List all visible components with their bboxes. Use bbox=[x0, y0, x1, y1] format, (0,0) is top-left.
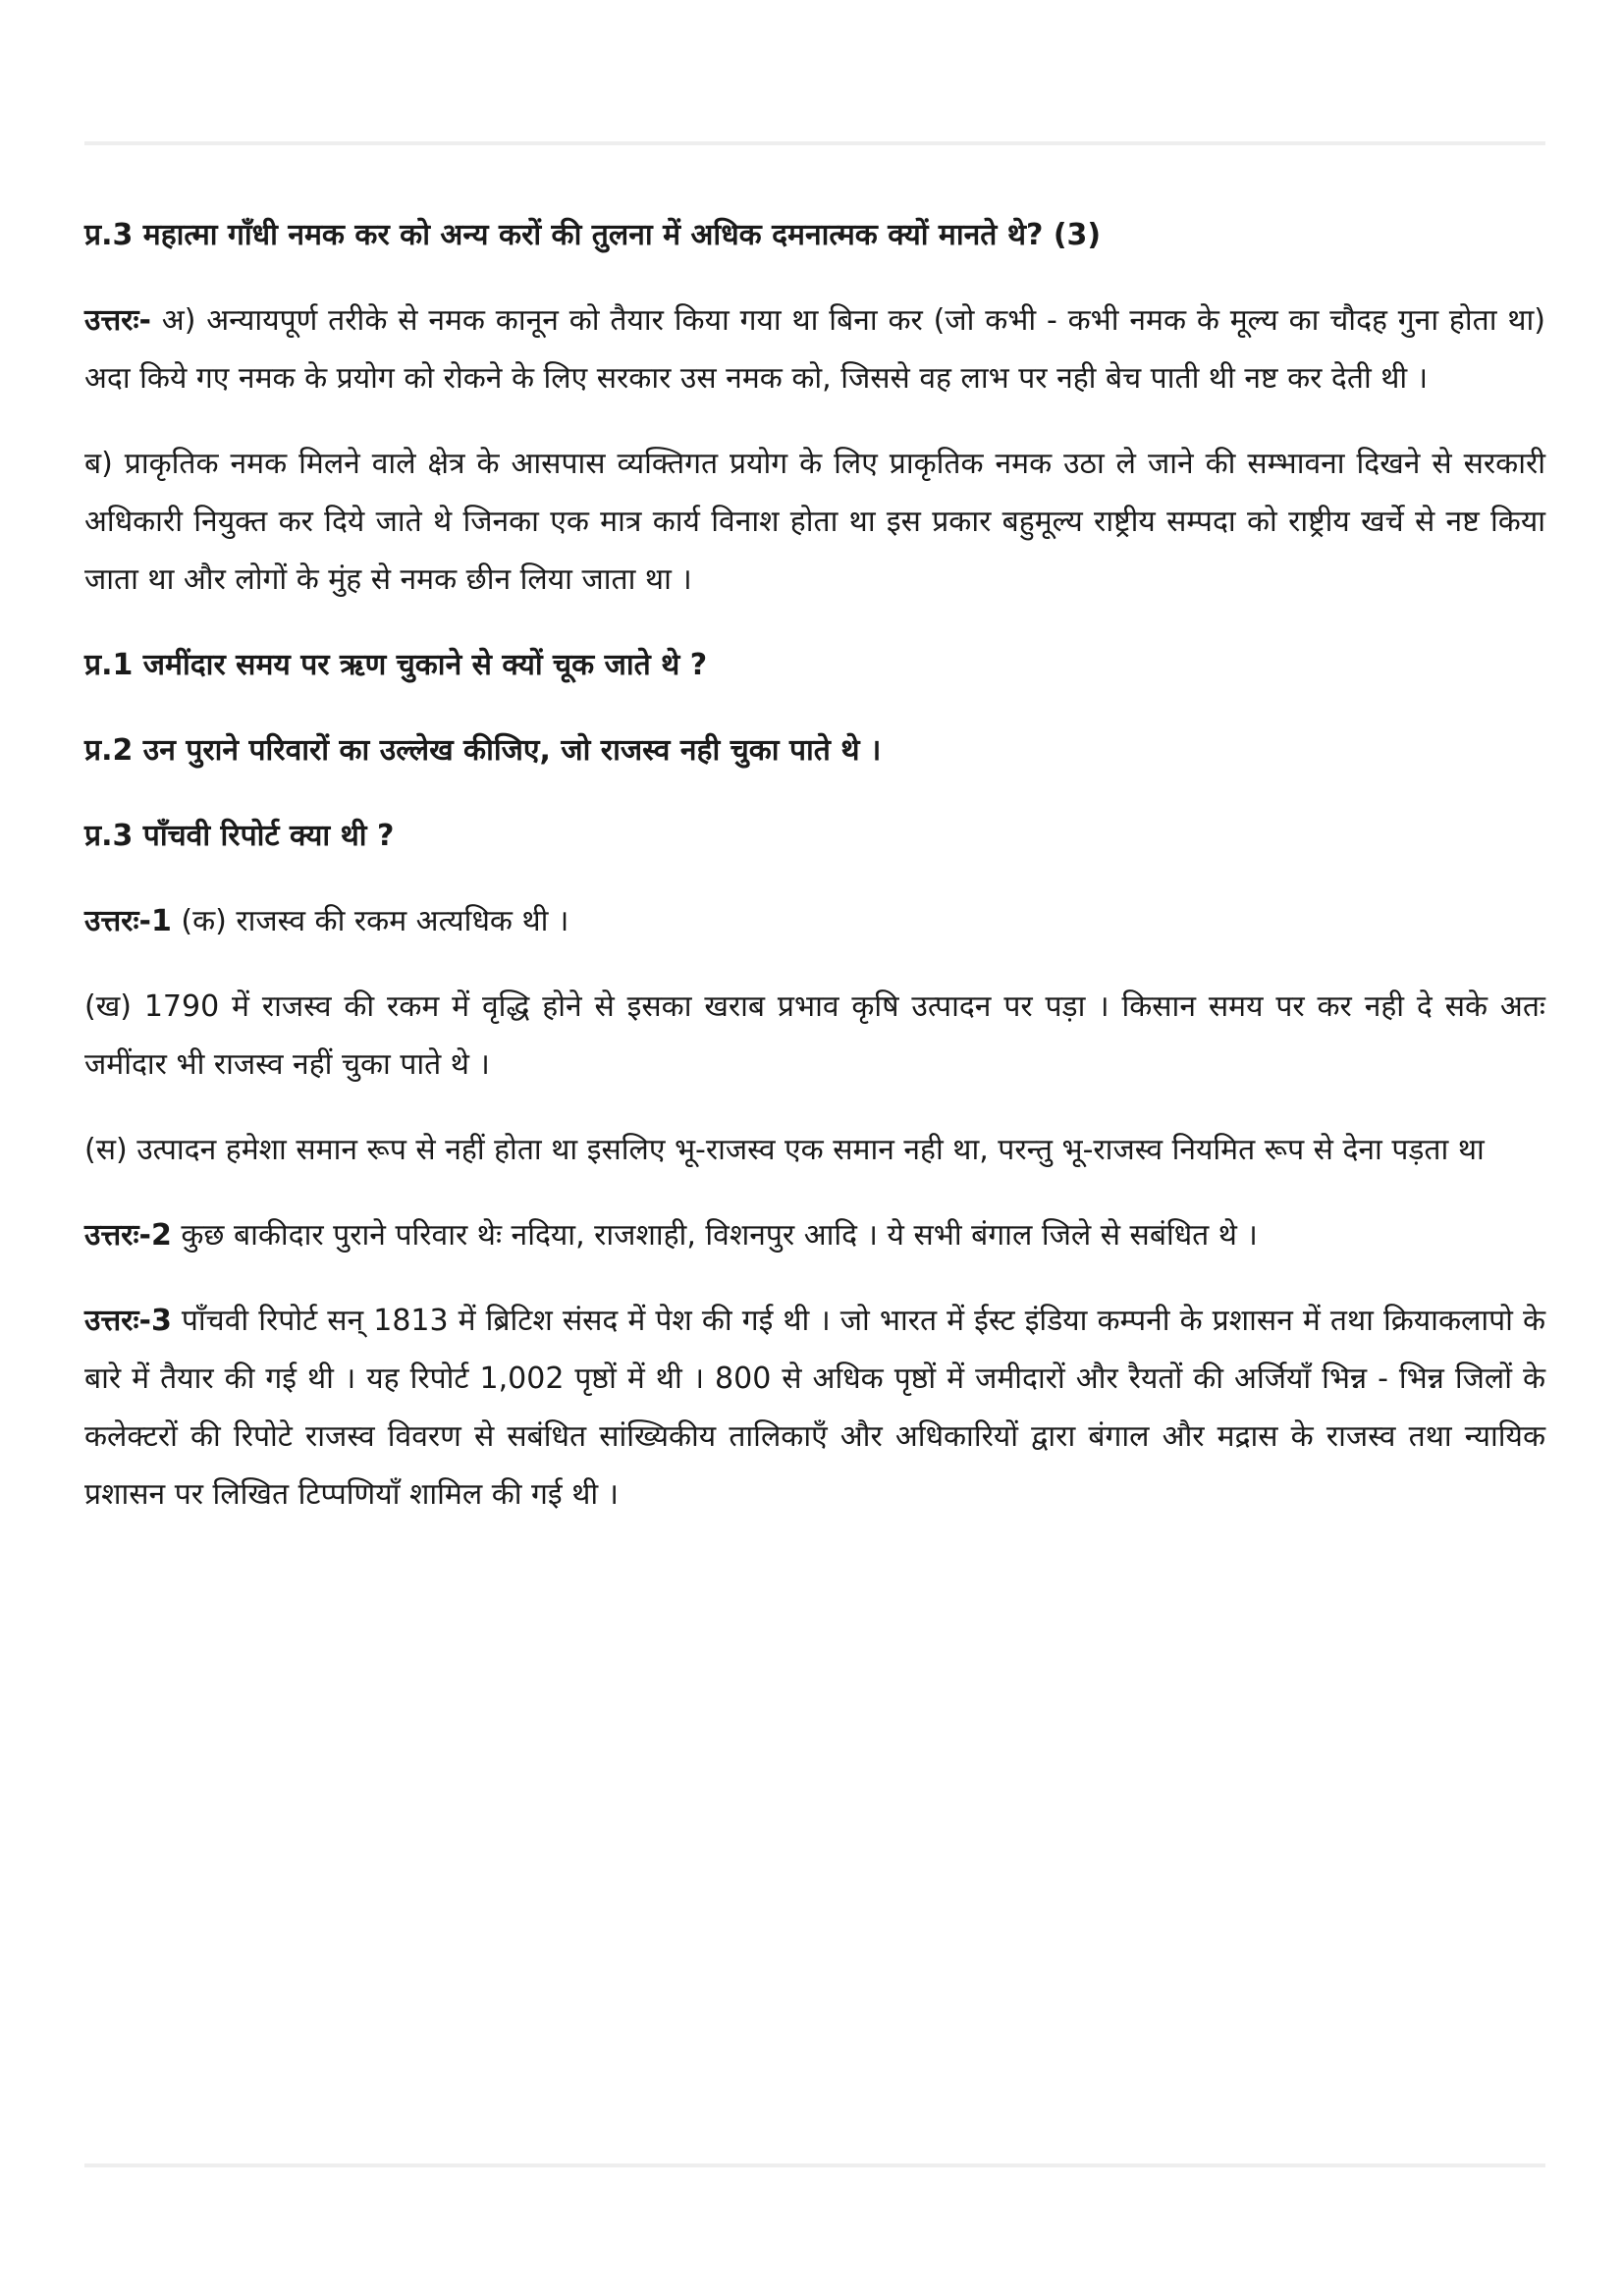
answer-3 bbox=[84, 1292, 1545, 1523]
answer-label: उत्तरः-1 bbox=[84, 904, 172, 938]
answer-gandhi-part-b: ब) प्राकृतिक नमक मिलने वाले क्षेत्र के आसपास व्यक्तिगत प्रयोग के लिए प्राकृतिक नमक उठा ले जाने की सम्भावना दिखने से सरकारी अधिकारी नियुक्त कर दिये जाते थे जिनका एक मात्र कार्य विनाश होता था इस प्रकार बहुमूल्य राष्ट्रीय सम्पदा को राष्ट्रीय खर्चे से नष्ट किया जाता था और लोगों के मुंह से नमक छीन लिया जाता था । bbox=[84, 447, 1545, 597]
document-body bbox=[84, 206, 1545, 1551]
answer-text: अ) अन्यायपूर्ण तरीके से नमक कानून को तैयार किया गया था बिना कर (जो कभी - कभी नमक के मूल्य का चौदह गुना होता था) अदा किये गए नमक के प्रयोग को रोकने के लिए सरकार उस नमक को, जिससे वह लाभ पर नही बेच पाती थी नष्ट कर देती थी । bbox=[84, 303, 1545, 396]
answer-text: पाँचवी रिपोर्ट सन् 1813 में ब्रिटिश संसद में पेश की गई थी । जो भारत में ईस्ट इंडिया कम्पनी के प्रशासन में तथा क्रियाकलापो के बारे में तैयार की गई थी । यह रिपोर्ट 1,002 पृष्ठों में थी । 800 से अधिक पृष्ठों में जमीदारों और रैयतों की अर्जियाँ भिन्न - भिन्न जिलों के कलेक्टरों की रिपोटे राजस्व विवरण से सबंधित सांख्यिकीय तालिकाएँ और अधिकारियों द्वारा बंगाल और मद्रास के राजस्व तथा न्यायिक प्रशासन पर लिखित टिप्पणियाँ शामिल की गई थी । bbox=[84, 1304, 1545, 1512]
bottom-divider bbox=[84, 2163, 1545, 2167]
question-2: प्र.2 उन पुराने परिवारों का उल्लेख कीजिए, जो राजस्व नही चुका पाते थे । bbox=[84, 733, 882, 768]
answer-label: उत्तरः- bbox=[84, 303, 151, 338]
answer-1-part-c: (स) उत्पादन हमेशा समान रूप से नहीं होता था इसलिए भू-राजस्व एक समान नही था, परन्तु भू-राजस्व नियमित रूप से देना पड़ता था bbox=[84, 1133, 1485, 1167]
answer-1-part-a bbox=[84, 892, 1545, 950]
question-3-gandhi: प्र.3 महात्मा गाँधी नमक कर को अन्य करों की तुलना में अधिक दमनात्मक क्यों मानते थे? (3) bbox=[84, 218, 1102, 252]
answer-label: उत्तरः-3 bbox=[84, 1304, 172, 1338]
top-divider bbox=[84, 141, 1545, 145]
answer-1-part-b: (ख) 1790 में राजस्व की रकम में वृद्धि होने से इसका खराब प्रभाव कृषि उत्पादन पर पड़ा । किसान समय पर कर नही दे सके अतः जमींदार भी राजस्व नहीं चुका पाते थे । bbox=[84, 989, 1545, 1082]
answer-text: कुछ बाकीदार पुराने परिवार थेः नदिया, राजशाही, विशनपुर आदि । ये सभी बंगाल जिले से सबंधित थे । bbox=[171, 1218, 1258, 1253]
question-1: प्र.1 जमींदार समय पर ऋण चुकाने से क्यों चूक जाते थे ? bbox=[84, 648, 708, 682]
question-3: प्र.3 पाँचवी रिपोर्ट क्या थी ? bbox=[84, 819, 395, 853]
answer-2 bbox=[84, 1206, 1545, 1264]
answer-label: उत्तरः-2 bbox=[84, 1218, 172, 1253]
answer-text: (क) राजस्व की रकम अत्यधिक थी । bbox=[171, 904, 569, 938]
answer-gandhi-part-a bbox=[84, 292, 1545, 407]
